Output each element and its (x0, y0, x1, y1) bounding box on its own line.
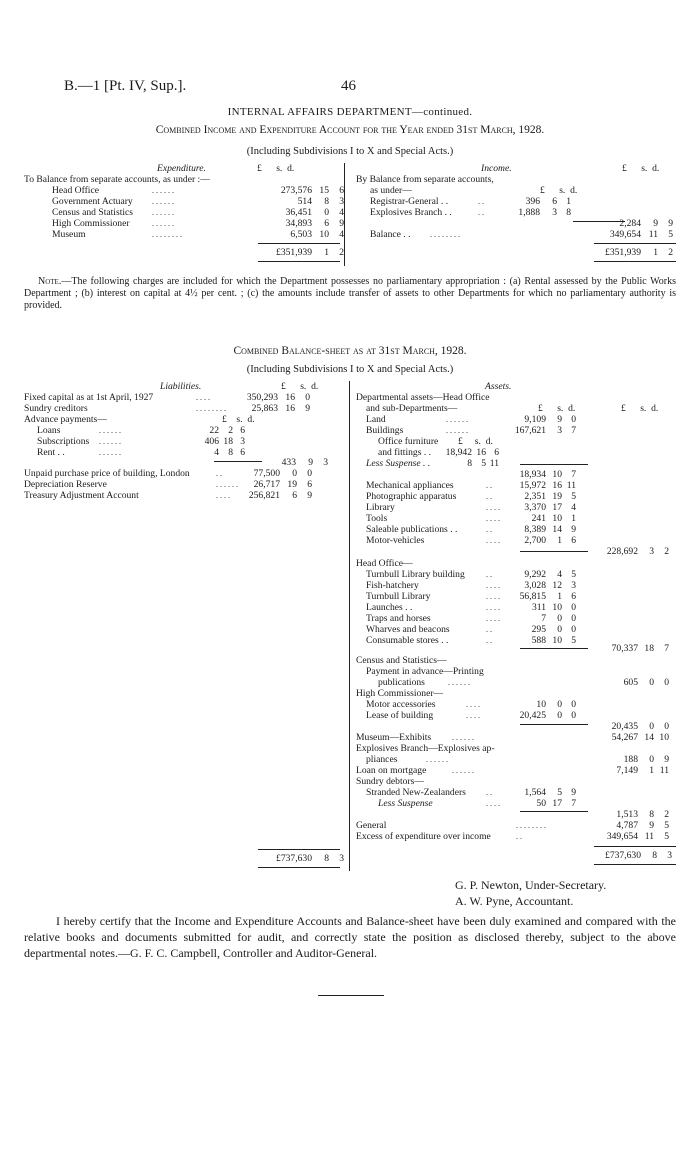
advance-payments-table (37, 425, 245, 458)
table-row: Tools . . . . 241 10 1 (366, 513, 576, 524)
office-col-heads: £ s. d. (458, 436, 493, 447)
income-account-title: Combined Income and Expenditure Account for the Year ended 31st March, 1928. (155, 124, 545, 136)
page-number: 46 (341, 78, 356, 94)
asset-sub-heads: £ s. d. (538, 403, 576, 414)
divider (520, 811, 588, 812)
audit-certificate: I hereby certify that the Income and Expenditure Accounts and Balance-sheet have been duly examined and compared with the relative books and documents submitted for audit, and correctly state the position as disclosed thereby, subject to the above departmental notes.—G. F. C. Campbell, Controller and Auditor-General. (24, 914, 676, 960)
dept-assets-table-2 (366, 480, 576, 546)
table-row: Photographic apparatus . . 2,351 19 5 (366, 491, 576, 502)
income-intro-2: as under— (370, 185, 412, 196)
table-row: Buildings . . . . . . 167,621 3 7 (366, 425, 576, 436)
asset-col-heads: £ s. d. (621, 403, 659, 414)
advance-total: 433 9 3 (281, 457, 328, 468)
dept-assets-table-1 (366, 414, 576, 436)
advance-col-heads: £ s. d. (222, 414, 255, 425)
head-office-total: 70,337 18 7 (611, 643, 669, 654)
liabilities-table-2 (24, 468, 312, 501)
note-text: —The following charges are included for which the Department possesses no parliamentary appropriation : (a) Rental assessed by the Public Works Department ; (b) interest on capital at 4½ per cent. ; (c) the amounts include transfer of assets to other Departments for which no parliamentary authority is provided. (24, 276, 676, 311)
table-row: Excess of expenditure over income . . 349,654 11 5 (356, 831, 669, 842)
divider (594, 243, 676, 244)
table-row: pliances . . . . . . 188 0 9 (366, 754, 669, 765)
table-row: Unpaid purchase price of building, London . . 77,500 0 0 (24, 468, 312, 479)
divider (594, 846, 676, 847)
signature-accountant: A. W. Pyne, Accountant. (455, 894, 574, 908)
table-row: Head Office . . . . . . 273,576 15 6 (52, 185, 344, 196)
expenditure-heading: Expenditure. (157, 163, 206, 174)
table-row: Government Actuary . . . . . . 514 8 3 (52, 196, 344, 207)
table-row: High Commissioner . . . . . . 34,893 6 9 (52, 218, 344, 229)
table-row: Rent . . . . . . . . 4 8 6 (37, 447, 245, 458)
table-row: Mechanical appliances . . 15,972 16 11 (366, 480, 576, 491)
divider (520, 551, 588, 552)
expenditure-intro: To Balance from separate accounts, as under :— (24, 174, 210, 185)
table-row: General . . . . . . . . 4,787 9 5 (356, 820, 669, 831)
office-furniture-label: Office furniture (378, 436, 439, 447)
divider (258, 243, 340, 244)
dept-assets-intro: Departmental assets—Head Office (356, 392, 490, 403)
column-divider (349, 381, 350, 871)
table-row: Loans . . . . . . 22 2 6 (37, 425, 245, 436)
less-suspense-row (366, 458, 499, 469)
explosives-label: Explosives Branch—Explosives ap- (356, 743, 495, 754)
high-commissioner-table (366, 699, 576, 721)
table-row: Treasury Adjustment Account . . . . 256,821 6 9 (24, 490, 312, 501)
table-row: Wharves and beacons . . 295 0 0 (366, 624, 576, 635)
sundry-debtors-label: Sundry debtors— (356, 776, 424, 787)
table-row: Saleable publications . . . . 8,389 14 9 (366, 524, 576, 535)
divider (594, 261, 676, 262)
income-subtotal: 2,284 9 9 (619, 218, 673, 229)
liabilities-total: £737,630 8 3 (276, 853, 344, 864)
income-intro: By Balance from separate accounts, (356, 174, 494, 185)
subdivisions-note-2: (Including Subdivisions I to X and Special Acts.) (246, 364, 454, 375)
department-title: INTERNAL AFFAIRS DEPARTMENT—continued. (227, 106, 473, 118)
advance-payments-label: Advance payments— (24, 414, 107, 425)
assets-tail-table (356, 820, 669, 842)
dept-assets-intro-2: and sub-Departments— (366, 403, 458, 414)
divider (520, 464, 588, 465)
head-office-label: Head Office— (356, 558, 413, 569)
inc-col-heads: £ s. d. (622, 163, 660, 174)
table-row: Consumable stores . . . . 588 10 5 (366, 635, 576, 646)
signature-under-secretary: G. P. Newton, Under-Secretary. (455, 878, 607, 892)
income-total: £351,939 1 2 (605, 247, 673, 258)
divider (258, 867, 340, 868)
table-row: Library . . . . 3,370 17 4 (366, 502, 576, 513)
census-row (378, 677, 669, 688)
office-net: 18,934 10 7 (519, 469, 576, 480)
income-heading: Income. (481, 163, 512, 174)
table-row: Museum—Exhibits . . . . . . 54,267 14 10 (356, 732, 669, 743)
office-furniture-table (378, 447, 499, 458)
table-row: Explosives Branch . . . . 1,888 3 8 (370, 207, 571, 218)
assets-heading: Assets. (485, 381, 512, 392)
table-row: Museum . . . . . . . . 6,503 10 4 (52, 229, 344, 240)
census-payment-label: Payment in advance—Printing (366, 666, 484, 677)
table-row: Sundry creditors . . . . . . . . 25,863 16 9 (24, 403, 310, 414)
table-row: Depreciation Reserve . . . . . . 26,717 19 6 (24, 479, 312, 490)
explosives-row (366, 754, 669, 765)
liab-col-heads: £ s. d. (281, 381, 319, 392)
table-row: Census and Statistics . . . . . . 36,451 0 4 (52, 207, 344, 218)
inc-sub-heads: £ s. d. (540, 185, 578, 196)
table-row: Less Suspense . . 8 5 11 (366, 458, 499, 469)
liabilities-heading: Liabilities. (160, 381, 202, 392)
expenditure-total: £351,939 1 2 (276, 247, 344, 258)
divider (258, 849, 340, 850)
table-row: Less Suspense . . . . 50 17 7 (378, 798, 576, 809)
divider (520, 648, 588, 649)
table-row: Lease of building . . . . 20,425 0 0 (366, 710, 576, 721)
note-lead: Note. (38, 276, 62, 287)
divider (520, 724, 588, 725)
sundry-debtors-total: 1,513 8 2 (616, 809, 669, 820)
assets-total: £737,630 8 3 (605, 850, 672, 861)
report-reference: B.—1 [Pt. IV, Sup.]. (64, 78, 187, 94)
museum-row (356, 732, 669, 743)
income-table (370, 196, 571, 218)
subdivisions-note: (Including Subdivisions I to X and Special Acts.) (246, 146, 454, 157)
divider (214, 461, 262, 462)
high-commissioner-label: High Commissioner— (356, 688, 444, 699)
table-row: publications . . . . . . 605 0 0 (378, 677, 669, 688)
table-row: Subscriptions . . . . . . 406 18 3 (37, 436, 245, 447)
income-balance: Balance . . . . . . . . . . 349,654 11 5 (370, 229, 673, 240)
liabilities-table (24, 392, 310, 414)
divider (594, 864, 676, 865)
table-row: Traps and horses . . . . 7 0 0 (366, 613, 576, 624)
table-row: Registrar-General . . . . 396 6 1 (370, 196, 571, 207)
table-row: Stranded New-Zealanders . . 1,564 5 9 (366, 787, 576, 798)
table-row: Motor accessories . . . . 10 0 0 (366, 699, 576, 710)
table-row: Turnbull Library building . . 9,292 4 5 (366, 569, 576, 580)
table-row: Loan on mortgage . . . . . . 7,149 1 11 (356, 765, 669, 776)
exp-col-heads: £ s. d. (257, 163, 295, 174)
table-row: Fish-hatchery . . . . 3,028 12 3 (366, 580, 576, 591)
table-row: Land . . . . . . 9,109 9 0 (366, 414, 576, 425)
census-label: Census and Statistics— (356, 655, 447, 666)
dept-assets-total: 228,692 3 2 (606, 546, 669, 557)
sundry-debtors-table (366, 787, 576, 809)
end-rule (318, 995, 384, 996)
expenditure-table (52, 185, 344, 240)
loan-row (356, 765, 669, 776)
table-row: Turnbull Library . . . . 56,815 1 6 (366, 591, 576, 602)
high-commissioner-total: 20,435 0 0 (611, 721, 669, 732)
table-row: Launches . . . . . . 311 10 0 (366, 602, 576, 613)
balance-sheet-title: Combined Balance-sheet as at 31st March, 1928. (233, 345, 467, 357)
table-row: Fixed capital as at 1st April, 1927 . . . . 350,293 16 0 (24, 392, 310, 403)
table-row: and fittings . . 18,942 16 6 (378, 447, 499, 458)
divider (258, 261, 340, 262)
head-office-table (366, 569, 576, 646)
column-divider (344, 163, 345, 266)
table-row: Motor-vehicles . . . . 2,700 1 6 (366, 535, 576, 546)
departmental-note (24, 276, 676, 312)
